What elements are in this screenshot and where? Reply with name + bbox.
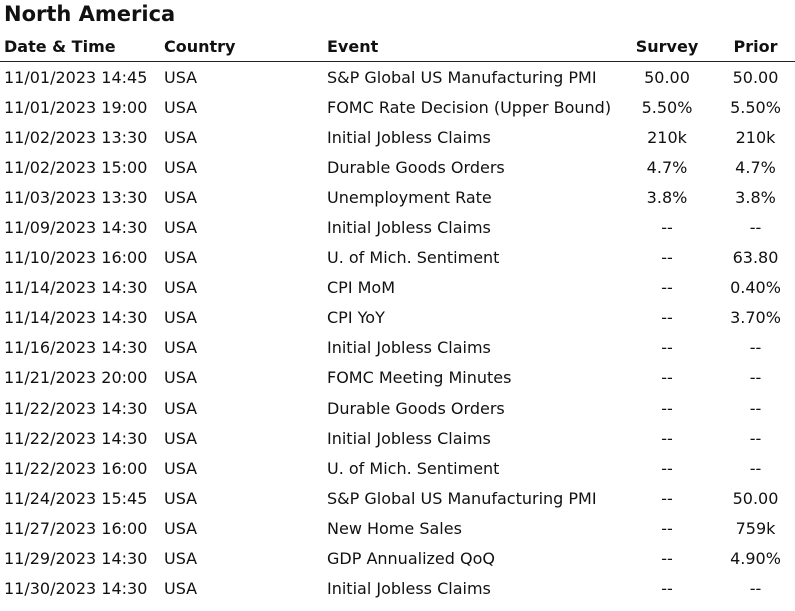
cell-prior: --	[749, 458, 762, 478]
cell-prior: 0.40%	[730, 278, 781, 298]
cell-prior: 63.80	[732, 248, 779, 268]
cell-prior: 3.70%	[730, 308, 781, 328]
cell-event: Durable Goods Orders	[327, 157, 505, 177]
cell-date-time: 11/30/2023 14:30	[4, 579, 148, 599]
cell-date-time: 11/14/2023 14:30	[4, 308, 148, 328]
cell-country: USA	[164, 398, 198, 418]
table-row	[0, 92, 795, 122]
cell-event: Initial Jobless Claims	[327, 428, 491, 448]
table-row	[0, 453, 795, 483]
cell-prior: 50.00	[732, 67, 779, 87]
cell-date-time: 11/14/2023 14:30	[4, 278, 148, 298]
cell-date-time: 11/02/2023 13:30	[4, 127, 148, 147]
table-row	[0, 212, 795, 242]
cell-prior: --	[749, 428, 762, 448]
column-header-event: Event	[327, 32, 622, 62]
cell-country: USA	[164, 67, 198, 87]
cell-event: Initial Jobless Claims	[327, 579, 491, 599]
table-row	[0, 574, 795, 604]
cell-country: USA	[164, 549, 198, 569]
cell-country: USA	[164, 488, 198, 508]
cell-survey: --	[661, 368, 673, 388]
cell-date-time: 11/09/2023 14:30	[4, 218, 148, 238]
cell-prior: 3.8%	[735, 187, 776, 207]
economic-calendar-table	[0, 32, 795, 604]
cell-date-time: 11/01/2023 19:00	[4, 97, 148, 117]
cell-survey: 5.50%	[641, 97, 693, 117]
table-row	[0, 393, 795, 423]
table-row	[0, 483, 795, 513]
cell-prior: --	[749, 218, 762, 238]
table-row	[0, 333, 795, 363]
column-header-survey: Survey	[622, 32, 712, 62]
cell-event: CPI MoM	[327, 278, 396, 298]
cell-date-time: 11/27/2023 16:00	[4, 518, 148, 538]
cell-country: USA	[164, 428, 198, 448]
cell-prior: --	[749, 398, 762, 418]
cell-prior: 5.50%	[730, 97, 781, 117]
table-row	[0, 363, 795, 393]
cell-event: CPI YoY	[327, 308, 385, 328]
cell-date-time: 11/10/2023 16:00	[4, 248, 148, 268]
cell-country: USA	[164, 338, 198, 358]
cell-country: USA	[164, 278, 198, 298]
column-header-country: Country	[164, 32, 327, 62]
cell-survey: --	[661, 518, 673, 538]
cell-date-time: 11/22/2023 16:00	[4, 458, 148, 478]
cell-date-time: 11/21/2023 20:00	[4, 368, 148, 388]
cell-event: GDP Annualized QoQ	[327, 549, 495, 569]
table-body	[0, 62, 795, 604]
cell-country: USA	[164, 518, 198, 538]
cell-date-time: 11/16/2023 14:30	[4, 338, 148, 358]
table-row	[0, 273, 795, 303]
cell-event: Durable Goods Orders	[327, 398, 505, 418]
cell-survey: --	[661, 248, 673, 268]
cell-survey: 4.7%	[646, 157, 688, 177]
table-row	[0, 303, 795, 333]
column-header-date-time: Date & Time	[0, 32, 164, 62]
cell-event: S&P Global US Manufacturing PMI	[327, 488, 597, 508]
cell-date-time: 11/03/2023 13:30	[4, 187, 148, 207]
cell-event: Initial Jobless Claims	[327, 218, 491, 238]
table-row	[0, 423, 795, 453]
cell-country: USA	[164, 187, 198, 207]
table-row	[0, 152, 795, 182]
cell-survey: --	[661, 308, 673, 328]
cell-date-time: 11/22/2023 14:30	[4, 398, 148, 418]
column-header-prior: Prior	[712, 32, 795, 62]
cell-survey: --	[661, 458, 673, 478]
cell-survey: --	[661, 428, 673, 448]
cell-event: FOMC Rate Decision (Upper Bound)	[327, 97, 612, 117]
cell-survey: --	[661, 218, 673, 238]
table-row	[0, 513, 795, 543]
cell-prior: --	[749, 579, 762, 599]
cell-event: New Home Sales	[327, 518, 462, 538]
table-row	[0, 122, 795, 152]
cell-country: USA	[164, 248, 198, 268]
cell-prior: 210k	[735, 127, 776, 147]
cell-country: USA	[164, 308, 198, 328]
cell-country: USA	[164, 368, 198, 388]
cell-survey: 3.8%	[646, 187, 688, 207]
cell-country: USA	[164, 127, 198, 147]
cell-date-time: 11/01/2023 14:45	[4, 67, 148, 87]
cell-country: USA	[164, 458, 198, 478]
cell-prior: 4.7%	[735, 157, 776, 177]
cell-survey: --	[661, 579, 673, 599]
cell-prior: 4.90%	[730, 549, 781, 569]
cell-prior: --	[749, 368, 762, 388]
cell-date-time: 11/29/2023 14:30	[4, 549, 148, 569]
table-row	[0, 544, 795, 574]
cell-prior: 50.00	[732, 488, 779, 508]
table-row	[0, 62, 795, 93]
cell-event: Initial Jobless Claims	[327, 127, 491, 147]
cell-survey: --	[661, 278, 673, 298]
cell-prior: --	[749, 338, 762, 358]
cell-survey: --	[661, 549, 673, 569]
cell-date-time: 11/22/2023 14:30	[4, 428, 148, 448]
cell-survey: 210k	[647, 127, 687, 147]
cell-event: Unemployment Rate	[327, 187, 492, 207]
cell-survey: 50.00	[644, 67, 690, 87]
cell-survey: --	[661, 398, 673, 418]
cell-country: USA	[164, 579, 198, 599]
section-title: North America	[4, 2, 176, 26]
cell-country: USA	[164, 218, 198, 238]
table-header-row	[0, 32, 795, 62]
cell-prior: 759k	[735, 518, 776, 538]
cell-date-time: 11/24/2023 15:45	[4, 488, 148, 508]
cell-survey: --	[661, 338, 673, 358]
table-row	[0, 243, 795, 273]
cell-event: Initial Jobless Claims	[327, 338, 491, 358]
cell-event: U. of Mich. Sentiment	[327, 458, 500, 478]
cell-date-time: 11/02/2023 15:00	[4, 157, 148, 177]
cell-country: USA	[164, 97, 198, 117]
cell-event: S&P Global US Manufacturing PMI	[327, 67, 597, 87]
cell-event: U. of Mich. Sentiment	[327, 248, 500, 268]
table-row	[0, 182, 795, 212]
cell-event: FOMC Meeting Minutes	[327, 368, 512, 388]
cell-survey: --	[661, 488, 673, 508]
cell-country: USA	[164, 157, 198, 177]
